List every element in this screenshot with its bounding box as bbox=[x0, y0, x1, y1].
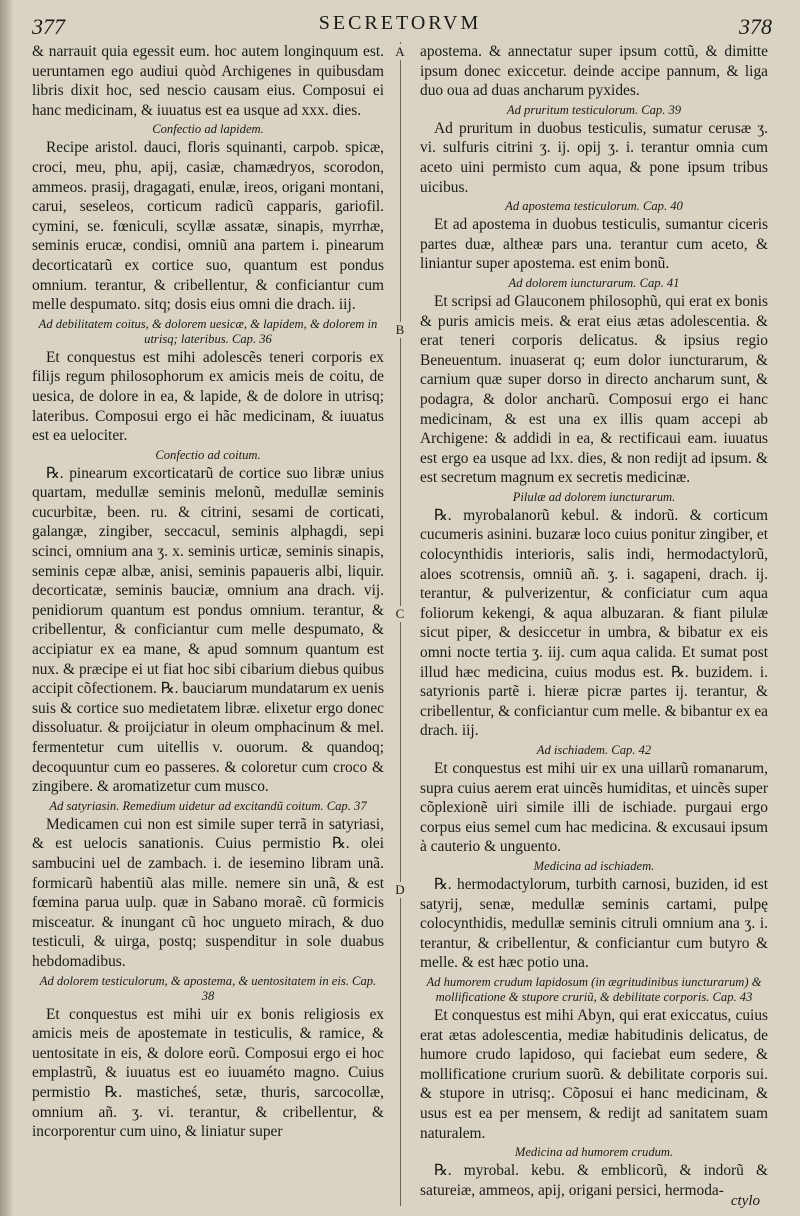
left-column bbox=[32, 42, 384, 1210]
paragraph: & narrauit quia egessit eum. hoc autem longinquum est. ueruntamen ego audiui quòd Archigenes in quibusdam libris dixit hoc, sed nescio causam eius. Composui ei hanc medicinam, & iuuatus est ea usque ad xxx. dies. bbox=[32, 43, 384, 119]
section-heading: Pilulæ ad dolorem iuncturarum. bbox=[512, 489, 676, 504]
margin-mark-b: B bbox=[393, 322, 407, 338]
catchword: ctylo bbox=[730, 1193, 760, 1209]
section-heading: Ad humorem crudum lapidosum (in ægritudinibus iuncturarum) & mollificatione & stupore cruriũ, & debilitate corporis. Cap. 43 bbox=[426, 974, 762, 1004]
section-heading: Confectio ad coitum. bbox=[155, 447, 261, 462]
page-number-left: 377 bbox=[32, 14, 65, 39]
section-heading: Ad dolorem testiculorum, & apostema, & uentositatem in eis. Cap. 38 bbox=[39, 973, 377, 1003]
section-heading: Medicina ad humorem crudum. bbox=[514, 1145, 674, 1160]
paragraph: Et conquestus est mihi Abyn, qui erat exiccatus, cuius erat ætas adolescentia, mediæ habitudinis delicatus, de humore crudo lapidoso, qui faciebat eum sedere, & mollificatione crurium suorũ. & debilitate corporis sui. & stupore in utrisq;. Cõposui ei hanc medicinam, & usus est ea per mensem, & redijt ad sanitatem suam naturalem. bbox=[420, 1006, 768, 1142]
section-heading: Medicina ad ischiadem. bbox=[533, 858, 655, 873]
running-title: SECRETORVM bbox=[318, 12, 482, 34]
section-heading: Ad pruritum testiculorum. Cap. 39 bbox=[506, 102, 682, 117]
page-header bbox=[0, 0, 800, 40]
section-heading: Ad dolorem iuncturarum. Cap. 41 bbox=[508, 275, 680, 290]
page-number-right: 378 bbox=[739, 14, 772, 39]
paragraph: Et conquestus est mihi uir ex bonis religiosis ex amicis meis de apostemate in testiculis, & ramice, & uentositate in eis, & dolore eorũ. Composui ergo ei hoc emplastrũ, & iuuatus est eo iuuaméto magno. Cuius permistio ℞. masticheś, setæ, thuris, sarcocollæ, omnium añ. ʒ. vi. terantur, & cribellentur, & incorporentur cum uino, & liniatur super bbox=[32, 1005, 384, 1141]
margin-mark-a: A bbox=[393, 44, 407, 60]
paragraph: ℞. pinearum excorticatarũ de cortice suo libræ unius quartam, medullæ seminis melonũ, medullæ seminis cucurbitæ, been. ru. & citrini, sesami de corticati, galangæ, zingiber, seccacul, seminis alphagdi, sepi scinci, omnium ana ʒ. x. seminis urticæ, seminis sinapis, seminis cepæ albæ, anisi, seminis papaueris albi, liquir. decorticatæ, seminis bauciæ, omnium ana drach. vij. penidiorum quantum est pondus omnium. terantur, & cribellentur, & conficiantur cum melle despumato, & accipiatur ex ea mane, & apud somnum quantum est nux. & præcipe ei ut fiat hoc sibi cibarium diebus quibus accipit cõfectionem. ℞. bauciarum mundatarum ex uenis suis & cortice suo medietatem libræ. elixetur ergo donec dissoluatur. & proijciatur in oleum omphacinum & mel. fermentetur cum uitellis v. ouorum. & quandoq; decoquuntur cum eo passeres. & coloretur cum croco & zingibere. & aromatizetur cum musco. bbox=[32, 464, 384, 796]
paragraph: ℞. myrobalanorũ kebul. & indorũ. & corticum cucumeris asinini. buzaræ loco cuius ponitur zingiber, et colocynthidis interioris, salis indi, hermodactylorũ, aloes scotrensis, omniũ añ. ʒ. i. sagapeni, drach. ij. terantur, & pulverizentur, & conficiatur cum aqua foliorum kekengi, & aqua albuzaran. & fiant pilulæ sicut piper, & desiccetur in umbra, & bibatur ex eis omni nocte tertia ʒ. iij. cum aqua calida. Et sumat post illud hæc medicina, cuius modus est. ℞. buzidem. i. satyrionis partẽ i. hieræ picræ partes ij. terantur, & cribellentur, & conficiantur cum melle. & bibantur ex ea drach. iij. bbox=[420, 506, 768, 740]
section-heading: Ad debilitatem coitus, & dolorem uesicæ, & lapidem, & dolorem in utrisq; lateribus. Cap. 36 bbox=[38, 316, 378, 346]
paragraph: ℞. hermodactylorum, turbith carnosi, buziden, id est satyrij, senæ, medullæ seminis cartami, pulpę colocynthidis, medullæ seminis citruli omnium ana ʒ. i. terantur, & cribellentur, & conficiantur cum butyro & melle. & est hæc potio una. bbox=[420, 875, 768, 972]
margin-mark-d: D bbox=[393, 882, 407, 898]
paragraph: Et ad apostema in duobus testiculis, sumantur ciceris partes duæ, altheæ pars una. terantur cum aceto, & liniantur super apostema. est enim bonũ. bbox=[420, 216, 768, 273]
paragraph: Ad pruritum in duobus testiculis, sumatur cerusæ ʒ. vi. sulfuris citrini ʒ. ij. opij ʒ. i. terantur omnia cum aceto uini permisto cum aqua, & pone ipsum tribus uicibus. bbox=[420, 119, 768, 196]
binding-shadow bbox=[0, 0, 14, 1216]
right-column bbox=[420, 42, 768, 1210]
section-heading: Confectio ad lapidem. bbox=[152, 122, 264, 137]
margin-mark-c: C bbox=[393, 606, 407, 622]
paragraph: Et conquestus est mihi adolescẽs teneri corporis ex filijs regum philosophorum ex amicis meis de coitu, de uesica, de dolore in ea, & lapide, & de dolore in utrisq; lateribus. Composui ergo ei hãc medicinam, & iuuatus est ea uelociter. bbox=[32, 348, 384, 445]
paragraph: apostema. & annectatur super ipsum cottũ, & dimitte ipsum donec exiccetur. deinde accipe pannum, & liga duo oua ad duas ancharum pyxides. bbox=[420, 43, 768, 100]
paragraph: ℞. myrobal. kebu. & emblicorũ, & indorũ & satureiæ, ammeos, apij, origani persici, hermoda- bbox=[420, 1162, 768, 1199]
paragraph: Et conquestus est mihi uir ex una uillarũ romanarum, supra cuius aerem erat uincẽs humiditas, et uincẽs super cõplexionẽ uiri simile illi de ischiade. purgaui ergo corpus eius semel cum hac medicina. & excusaui ipsum à cauterio & unguento. bbox=[420, 760, 768, 856]
paragraph: Et scripsi ad Glauconem philosophũ, qui erat ex bonis & puris amicis meis. & erat eius ætas adolescentia. & erat teneri corporis delicatus. & ipsius regio Beneuentum. inuaserat q; eum dolor iuncturarum, & carnium quæ super dorso in directo ancharum sunt, & podagra, & dolor ancharũ. Composui ergo ei hanc medicinam, & est una ex illis quam accepi ab Archigene: & addidi in ea, & rectificaui eam. iuuatus est ergo ea usque ad lxx. dies, & non redijt ad ipsum. & est secretum magnum ex secretis medicinæ. bbox=[420, 292, 768, 487]
section-heading: Ad ischiadem. Cap. 42 bbox=[536, 743, 652, 757]
paragraph: Recipe aristol. dauci, floris squinanti, carpob. spicæ, croci, meu, phu, apij, casiæ, chamædryos, scorodon, ammeos. prasij, dragagati, enulæ, ireos, origani montani, carui, seseleos, corticum radicũ capparis, gariofil. cymini, se. fœniculi, scyllæ assatæ, sinapis, myrrhæ, seminis erucæ, condisi, omniũ ana partem i. pinearum decorticatarũ ex cortice suo, quantum est pondus omnium. terantur, & cribellentur, & conficiantur cum melle despumato. sitq; dosis eius omni die drach. iij. bbox=[32, 139, 384, 314]
section-heading: Ad apostema testiculorum. Cap. 40 bbox=[505, 199, 683, 214]
section-heading: Ad satyriasin. Remedium uidetur ad excitandũ coitum. Cap. 37 bbox=[49, 798, 367, 813]
column-divider bbox=[400, 42, 401, 1206]
paragraph: Medicamen cui non est simile super terrã in satyriasi, & est uelocis sanationis. Cuius permistio ℞. olei sambucini uel de zambach. i. de iesemino libram unã. formicarũ habentiũ alas mille. nemere sin unã, & est fœmina parua uulp. quæ in Sabano moraẽ. cũ formicis misceatur. & inungant cũ hoc ungueto mirach, & duo testiculi, & uirga, postq; suspenditur in sole duabus hebdomadibus. bbox=[32, 815, 384, 970]
